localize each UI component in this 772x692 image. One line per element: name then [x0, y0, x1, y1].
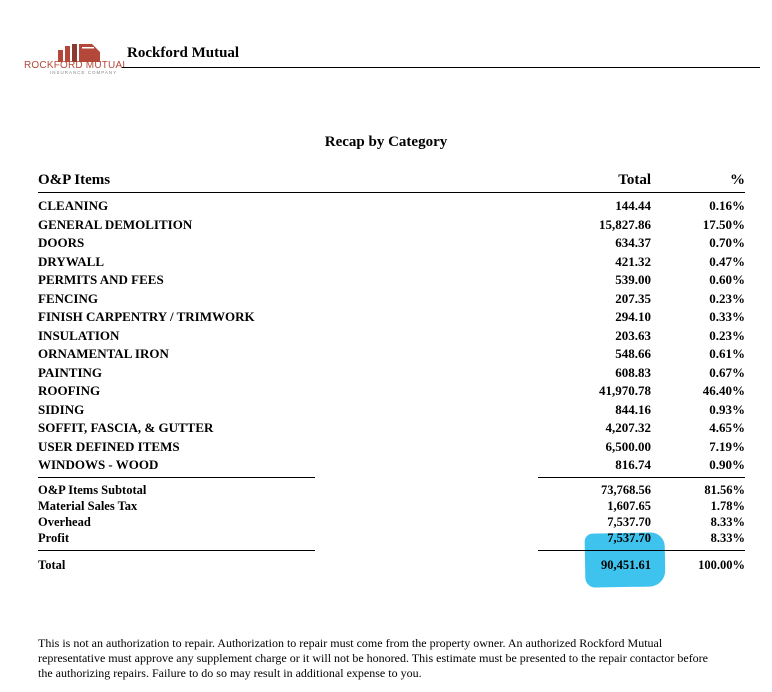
building-logo-icon [58, 42, 118, 62]
row-name: CLEANING [38, 198, 109, 213]
row-total: 634.37 [615, 235, 651, 250]
table-row [0, 439, 772, 457]
summary-percent: 1.78% [710, 499, 745, 513]
summary-row [0, 483, 772, 499]
row-name: WINDOWS - WOOD [38, 457, 159, 472]
row-name: ROOFING [38, 383, 101, 398]
table-row [0, 365, 772, 383]
summary-row [0, 531, 772, 547]
disclaimer-text: This is not an authorization to repair. Authorization to repair must come from the property owner. An authorized Rockford Mutual representative must approve any supplement charge or it will not be honored. This estimate must be presented to the repair contactor before the authorizing repairs. Failure to do so may result in additional expense to you. [38, 636, 709, 680]
column-header-percent: % [730, 172, 745, 188]
row-total: 816.74 [615, 457, 651, 472]
row-total: 608.83 [615, 365, 651, 380]
table-row [0, 291, 772, 309]
row-name: DRYWALL [38, 254, 104, 269]
row-total: 4,207.32 [605, 420, 651, 435]
row-percent: 0.60% [709, 272, 745, 287]
row-total: 41,970.78 [599, 383, 651, 398]
row-name: FENCING [38, 291, 98, 306]
summary-row [0, 499, 772, 515]
row-total: 15,827.86 [599, 217, 651, 232]
table-row [0, 328, 772, 346]
summary-name: Profit [38, 531, 70, 545]
row-total: 207.35 [615, 291, 651, 306]
subtotal-divider-left [38, 477, 315, 478]
row-percent: 17.50% [702, 217, 745, 232]
grand-total-percent: 100.00% [698, 558, 745, 572]
row-percent: 0.67% [709, 365, 745, 380]
table-row [0, 217, 772, 235]
summary-row [0, 515, 772, 531]
row-name: ORNAMENTAL IRON [38, 346, 169, 361]
row-percent: 0.23% [709, 328, 745, 343]
summary-total: 73,768.56 [601, 483, 651, 497]
table-row [0, 198, 772, 216]
row-total: 844.16 [615, 402, 651, 417]
summary-total: 7,537.70 [607, 531, 651, 545]
row-name: PERMITS AND FEES [38, 272, 164, 287]
table-row [0, 420, 772, 438]
table-row [0, 309, 772, 327]
row-total: 539.00 [615, 272, 651, 287]
row-name: FINISH CARPENTRY / TRIMWORK [38, 309, 255, 324]
summary-total: 7,537.70 [607, 515, 651, 529]
row-name: DOORS [38, 235, 85, 250]
row-total: 421.32 [615, 254, 651, 269]
row-name: SIDING [38, 402, 85, 417]
row-percent: 46.40% [702, 383, 745, 398]
grand-total-label: Total [38, 558, 66, 572]
row-total: 294.10 [615, 309, 651, 324]
row-total: 548.66 [615, 346, 651, 361]
summary-name: Overhead [38, 515, 91, 529]
table-row [0, 346, 772, 364]
column-header-items: O&P Items [38, 172, 111, 188]
row-percent: 0.93% [709, 402, 745, 417]
total-divider-right [538, 550, 745, 551]
table-row [0, 235, 772, 253]
logo-wordmark: ROCKFORD MUTUAL [24, 60, 129, 71]
grand-total-value: 90,451.61 [601, 558, 651, 572]
recap-title: Recap by Category [324, 134, 448, 150]
company-logo [24, 42, 129, 76]
table-row [0, 254, 772, 272]
row-percent: 0.33% [709, 309, 745, 324]
summary-name: Material Sales Tax [38, 499, 138, 513]
summary-name: O&P Items Subtotal [38, 483, 147, 497]
grand-total-row [0, 558, 772, 574]
subtotal-divider-right [538, 477, 745, 478]
row-percent: 0.16% [709, 198, 745, 213]
row-name: PAINTING [38, 365, 103, 380]
row-total: 144.44 [615, 198, 651, 213]
table-row [0, 457, 772, 475]
row-percent: 0.61% [709, 346, 745, 361]
header-divider [122, 67, 760, 68]
summary-percent: 8.33% [710, 515, 745, 529]
table-row [0, 272, 772, 290]
table-row [0, 383, 772, 401]
column-header-total: Total [618, 172, 651, 188]
row-percent: 0.90% [709, 457, 745, 472]
row-percent: 4.65% [709, 420, 745, 435]
summary-total: 1,607.65 [607, 499, 651, 513]
row-percent: 0.70% [709, 235, 745, 250]
table-row [0, 402, 772, 420]
logo-subtext: INSURANCE COMPANY [50, 70, 118, 75]
summary-percent: 81.56% [704, 483, 745, 497]
total-divider-left [38, 550, 315, 551]
row-percent: 7.19% [709, 439, 745, 454]
row-name: GENERAL DEMOLITION [38, 217, 193, 232]
company-name: Rockford Mutual [127, 45, 240, 61]
row-name: SOFFIT, FASCIA, & GUTTER [38, 420, 214, 435]
summary-percent: 8.33% [710, 531, 745, 545]
header-row-divider [38, 192, 745, 193]
row-name: INSULATION [38, 328, 120, 343]
row-total: 6,500.00 [605, 439, 651, 454]
row-total: 203.63 [615, 328, 651, 343]
row-percent: 0.47% [709, 254, 745, 269]
row-name: USER DEFINED ITEMS [38, 439, 180, 454]
row-percent: 0.23% [709, 291, 745, 306]
